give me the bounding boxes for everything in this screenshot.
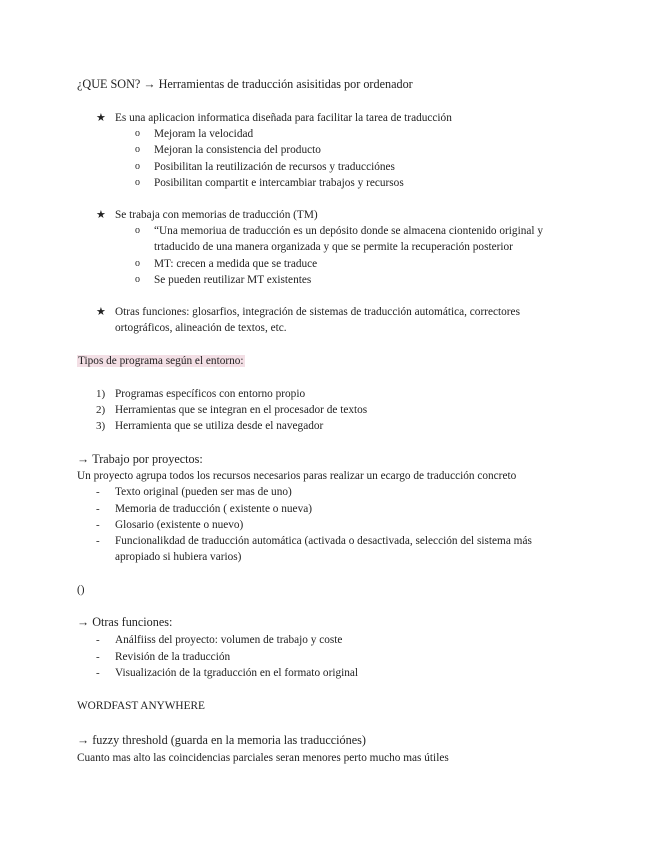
list-item: Posibilitan compartit e intercambiar trabajos y recursos [154, 177, 404, 189]
list-item: Revisión de la traducción [115, 651, 231, 663]
circle-bullet-icon: o [135, 161, 140, 172]
bullet-aplicacion: Es una aplicacion informatica diseñada para facilitar la tarea de traducción [115, 112, 452, 124]
arrow-right-icon: → [77, 733, 90, 747]
circle-bullet-icon: o [135, 177, 140, 188]
empty-parens: () [77, 584, 85, 596]
bullet-memorias: Se trabaja con memorias de traducción (TM) [115, 209, 318, 221]
list-item: Glosario (existente o nuevo) [115, 519, 244, 531]
circle-bullet-icon: o [135, 144, 140, 155]
list-item: Mejoran la consistencia del producto [154, 144, 321, 156]
heading-que-son: ¿QUE SON? → Herramientas de traducción asisitidas por ordenador [77, 77, 413, 91]
list-number: 1) [96, 388, 106, 400]
list-number: 2) [96, 404, 106, 416]
fuzzy-heading [77, 732, 366, 748]
proyectos-heading [77, 451, 203, 467]
circle-bullet-icon: o [135, 128, 140, 139]
list-item: Análfiiss del proyecto: volumen de trabajo y coste [115, 634, 343, 646]
arrow-right-icon: → [77, 615, 90, 629]
proyectos-description: Un proyecto agrupa todos los recursos necesarios paras realizar un ecargo de traducción concreto [77, 470, 517, 482]
bullet-otras-funciones-line2: ortográficos, alineación de textos, etc. [115, 322, 287, 334]
list-item: Funcionalikdad de traducción automática (activada o desactivada, selección del sistema más [115, 535, 532, 547]
dash-bullet-icon: - [96, 634, 100, 646]
list-item: Memoria de traducción ( existente o nueva) [115, 503, 312, 515]
dash-bullet-icon: - [96, 486, 100, 498]
list-item: Mejoram la velocidad [154, 128, 254, 140]
list-item: Herramientas que se integran en el procesador de textos [115, 404, 368, 416]
dash-bullet-icon: - [96, 503, 100, 515]
list-item-quote-line1: “Una memoriua de traducción es un depósito donde se almacena ciontenido original y [154, 225, 543, 237]
tipos-heading [77, 353, 245, 369]
fuzzy-description: Cuanto mas alto las coincidencias parciales seran menores perto mucho mas útiles [77, 752, 449, 764]
list-item: Posibilitan la reutilización de recursos y traducciónes [154, 161, 395, 173]
list-item: MT: crecen a medida que se traduce [154, 258, 318, 270]
dash-bullet-icon: - [96, 667, 100, 679]
circle-bullet-icon: o [135, 225, 140, 236]
list-item-continuation: apropiado si hubiera varios) [115, 551, 242, 563]
dash-bullet-icon: - [96, 651, 100, 663]
list-item: Texto original (pueden ser mas de uno) [115, 486, 292, 498]
list-number: 3) [96, 420, 106, 432]
fuzzy-title: fuzzy threshold (guarda en la memoria las traducciónes) [92, 733, 366, 747]
bullet-otras-funciones-line1: Otras funciones: glosarfios, integración de sistemas de traducción automática, correctores [115, 306, 520, 318]
otras-title: Otras funciones: [92, 615, 173, 629]
dash-bullet-icon: - [96, 519, 100, 531]
dash-bullet-icon: - [96, 535, 100, 547]
proyectos-title: Trabajo por proyectos: [92, 452, 203, 466]
circle-bullet-icon: o [135, 258, 140, 269]
wordfast-heading: WORDFAST ANYWHERE [77, 700, 205, 712]
list-item: Se pueden reutilizar MT existentes [154, 274, 312, 286]
list-item: Herramienta que se utiliza desde el navegador [115, 420, 324, 432]
list-item-quote-line2: trtaducido de una manera organizada y que se permite la recuperación posterior [154, 241, 513, 253]
star-bullet-icon: ★ [96, 306, 106, 318]
star-bullet-icon: ★ [96, 209, 106, 221]
arrow-right-icon: → [77, 452, 90, 466]
star-bullet-icon: ★ [96, 112, 106, 124]
otras-heading [77, 614, 172, 630]
list-item: Visualización de la tgraducción en el formato original [115, 667, 359, 679]
tipos-highlighted-title: Tipos de programa según el entorno: [78, 355, 244, 367]
circle-bullet-icon: o [135, 274, 140, 285]
list-item: Programas específicos con entorno propio [115, 388, 306, 400]
